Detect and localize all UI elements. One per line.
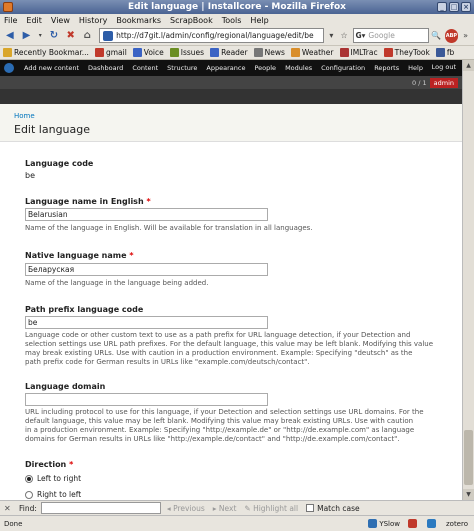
match-case-checkbox[interactable]: [306, 504, 314, 512]
find-next-button[interactable]: ▸ Next: [212, 503, 237, 513]
close-window-icon[interactable]: ×: [461, 2, 471, 12]
bookmark-icon: [291, 48, 300, 57]
bookmark-icon: [170, 48, 179, 57]
page-area: [0, 89, 462, 500]
menu-tools[interactable]: Tools: [221, 15, 242, 25]
direction-label: Direction: [25, 460, 67, 469]
required-marker: *: [129, 251, 134, 260]
bookmark-item[interactable]: [340, 48, 378, 57]
navigation-toolbar: [0, 26, 474, 46]
overlay-band: [0, 89, 462, 104]
s3fox-icon: [408, 519, 417, 528]
yslow-status[interactable]: [368, 519, 400, 528]
bookmark-label: IMLTrac: [350, 48, 378, 57]
search-placeholder: Google: [368, 31, 395, 40]
highlight-all-button[interactable]: ✎ Highlight all: [244, 503, 299, 513]
bookmark-item[interactable]: [133, 48, 164, 57]
bookmark-label: fb: [446, 48, 455, 57]
yslow-icon: [368, 519, 377, 528]
path-prefix-desc-line: path prefix code for German results in URLs like "example.com/deutsch/contact".: [25, 358, 310, 366]
close-find-icon[interactable]: ✕: [4, 503, 11, 513]
page-header: [0, 89, 462, 142]
back-icon[interactable]: ◀: [5, 30, 14, 41]
breadcrumb[interactable]: Home: [14, 112, 35, 120]
admin-counter: 0 / 1: [412, 78, 427, 87]
admin-menu-reports[interactable]: Reports: [374, 64, 400, 72]
bookmark-label: Weather: [301, 48, 334, 57]
admin-menu-configuration[interactable]: Configuration: [321, 64, 366, 72]
firefox-app-icon[interactable]: [3, 2, 13, 12]
bookmark-label: gmail: [105, 48, 127, 57]
domain-desc-line: in a production environment. Example: Specifying "http://example.de" or "http://de.example.com" as language: [25, 426, 415, 434]
page-title: Edit language: [14, 123, 91, 136]
radio-selected-icon[interactable]: [25, 475, 33, 483]
menu-bar: [0, 14, 474, 26]
bookmarks-toolbar: [0, 46, 474, 60]
forward-icon[interactable]: ▶: [22, 30, 31, 41]
search-go-icon[interactable]: 🔍: [431, 31, 442, 40]
bookmark-item[interactable]: [436, 48, 454, 57]
scroll-down-icon[interactable]: ▼: [463, 489, 474, 500]
find-next-label: Next: [218, 503, 237, 513]
direction-ltr-radio[interactable]: [25, 474, 81, 483]
menu-edit[interactable]: Edit: [26, 15, 42, 25]
home-icon[interactable]: ⌂: [83, 30, 91, 41]
url-dropdown-icon[interactable]: ▾: [329, 31, 334, 40]
direction-ltr-label[interactable]: Left to right: [37, 474, 82, 483]
name-english-description: Name of the language in English. Will be available for translation in all languages.: [25, 224, 313, 232]
domain-label: Language domain: [25, 382, 106, 391]
admin-menu-structure[interactable]: Structure: [167, 64, 198, 72]
bookmark-label: Recently Bookmar...: [14, 48, 89, 57]
admin-menu-content[interactable]: Content: [132, 64, 159, 72]
domain-desc-line: URL including protocol to use for this language, if your Detection and selection settings use URL domains. For the: [25, 408, 424, 416]
required-marker: *: [146, 197, 151, 206]
status-text: Done: [4, 519, 23, 528]
bookmark-label: TheyTook: [394, 48, 430, 57]
admin-menu-people[interactable]: People: [254, 64, 277, 72]
name-english-label: Language name in English: [25, 197, 144, 206]
native-name-description: Name of the language in the language being added.: [25, 279, 209, 287]
bookmark-item[interactable]: [95, 48, 127, 57]
history-dropdown-icon[interactable]: ▾: [38, 32, 42, 39]
adblock-icon[interactable]: ABP: [445, 29, 459, 43]
path-prefix-desc-line: may break existing URLs. Use with caution in a production environment. Example: Specifying "deutsch" as the: [25, 349, 413, 357]
name-english-label-wrap: [25, 197, 151, 206]
bookmark-item[interactable]: [254, 48, 285, 57]
native-name-input[interactable]: Беларуская: [25, 263, 268, 276]
native-name-label-wrap: [25, 251, 134, 260]
required-marker: *: [69, 460, 74, 469]
url-text: http://d7git.l/admin/config/regional/language/edit/be: [116, 31, 314, 40]
menu-help[interactable]: Help: [250, 15, 269, 25]
bookmark-item[interactable]: [384, 48, 430, 57]
language-code-value: be: [25, 171, 35, 180]
direction-rtl-radio[interactable]: [25, 490, 81, 499]
native-name-label: Native language name: [25, 251, 127, 260]
language-code-label: Language code: [25, 159, 94, 168]
bookmark-label: Reader: [221, 48, 248, 57]
bookmark-icon: [436, 48, 445, 57]
radio-unselected-icon[interactable]: [25, 491, 33, 499]
menu-view[interactable]: View: [50, 15, 70, 25]
bookmark-item[interactable]: [3, 48, 89, 57]
bookmark-icon: [254, 48, 263, 57]
bookmark-icon: [384, 48, 393, 57]
path-prefix-description: [25, 331, 445, 367]
find-bar: [0, 500, 474, 515]
site-favicon-icon: [103, 31, 113, 41]
find-previous-label: Previous: [173, 503, 205, 513]
logout-link[interactable]: Log out: [431, 63, 456, 71]
bookmark-icon: [133, 48, 142, 57]
bookmark-star-icon[interactable]: ☆: [340, 31, 348, 40]
bookmark-icon: [3, 48, 12, 57]
admin-menu-add-content[interactable]: Add new content: [24, 64, 80, 72]
drupal-home-icon[interactable]: [4, 63, 14, 73]
vertical-scrollbar[interactable]: [462, 60, 474, 500]
domain-desc-line: domains for German results in URLs like "http://example.de/contact" and "http://de.example.com/contact".: [25, 435, 400, 443]
menu-scrapbook[interactable]: ScrapBook: [170, 15, 213, 25]
bookmark-item[interactable]: [170, 48, 204, 57]
highlight-all-label: Highlight all: [253, 503, 299, 513]
menu-bookmarks[interactable]: Bookmarks: [116, 15, 162, 25]
domain-input[interactable]: [25, 393, 268, 406]
scroll-up-icon[interactable]: ▲: [463, 60, 474, 71]
stop-icon[interactable]: ✖: [66, 30, 75, 41]
window-title-bar: [0, 0, 474, 14]
bookmark-label: News: [264, 48, 285, 57]
addon-icon: [427, 519, 436, 528]
status-bar: [0, 515, 474, 531]
bookmark-item[interactable]: [291, 48, 334, 57]
domain-desc-line: default language, this value may be left blank. Modifying this value may break existing URLs. Use with caution: [25, 417, 414, 425]
yslow-label: YSlow: [379, 519, 400, 528]
bookmark-icon: [210, 48, 219, 57]
find-label: Find:: [19, 503, 37, 513]
toolbar-overflow-icon[interactable]: »: [463, 31, 469, 40]
admin-menu-modules[interactable]: Modules: [285, 64, 313, 72]
zotero-status[interactable]: [446, 520, 468, 528]
maximize-icon[interactable]: □: [450, 3, 458, 11]
bookmark-icon: [340, 48, 349, 57]
bookmark-label: Issues: [180, 48, 205, 57]
minimize-icon[interactable]: _: [437, 2, 447, 12]
admin-shortcut-bar: [0, 76, 462, 89]
menu-file[interactable]: File: [4, 15, 18, 25]
bookmark-label: Voice: [143, 48, 164, 57]
path-prefix-desc-line: Language code or other custom text to use as a path prefix for URL language detection, if your Detection and: [25, 331, 411, 339]
edit-language-form: [0, 143, 462, 500]
match-case-label[interactable]: Match case: [317, 503, 360, 513]
search-engine-icon[interactable]: G▾: [355, 31, 366, 40]
path-prefix-label: Path prefix language code: [25, 305, 144, 314]
zotero-label: zotero: [445, 519, 468, 528]
find-previous-button[interactable]: ◂ Previous: [166, 503, 205, 513]
admin-menu-help[interactable]: Help: [408, 64, 423, 72]
path-prefix-input[interactable]: be: [25, 316, 268, 329]
path-prefix-desc-line: selection settings use URL path prefixes. For the default language, this value may be left blank. Modifying this value: [25, 340, 434, 348]
bookmark-item[interactable]: [210, 48, 248, 57]
domain-description: [25, 408, 445, 444]
name-english-input[interactable]: Belarusian: [25, 208, 268, 221]
find-input[interactable]: [41, 502, 161, 514]
admin-menu-appearance[interactable]: Appearance: [206, 64, 246, 72]
reload-icon[interactable]: ↻: [49, 30, 59, 41]
search-input[interactable]: [353, 28, 429, 43]
admin-menu-dashboard[interactable]: Dashboard: [88, 64, 124, 72]
direction-label-wrap: [25, 460, 73, 469]
s3fox-status[interactable]: [408, 519, 419, 528]
addon-status[interactable]: [427, 519, 438, 528]
drupal-admin-toolbar: [0, 60, 462, 76]
bookmark-icon: [95, 48, 104, 57]
scroll-thumb[interactable]: [464, 430, 473, 485]
direction-rtl-label[interactable]: Right to left: [37, 490, 82, 499]
url-bar[interactable]: [99, 28, 324, 43]
admin-user-link[interactable]: admin: [430, 78, 458, 88]
menu-history[interactable]: History: [78, 15, 108, 25]
window-title: Edit language | Installcore - Mozilla Firefox: [128, 2, 346, 12]
